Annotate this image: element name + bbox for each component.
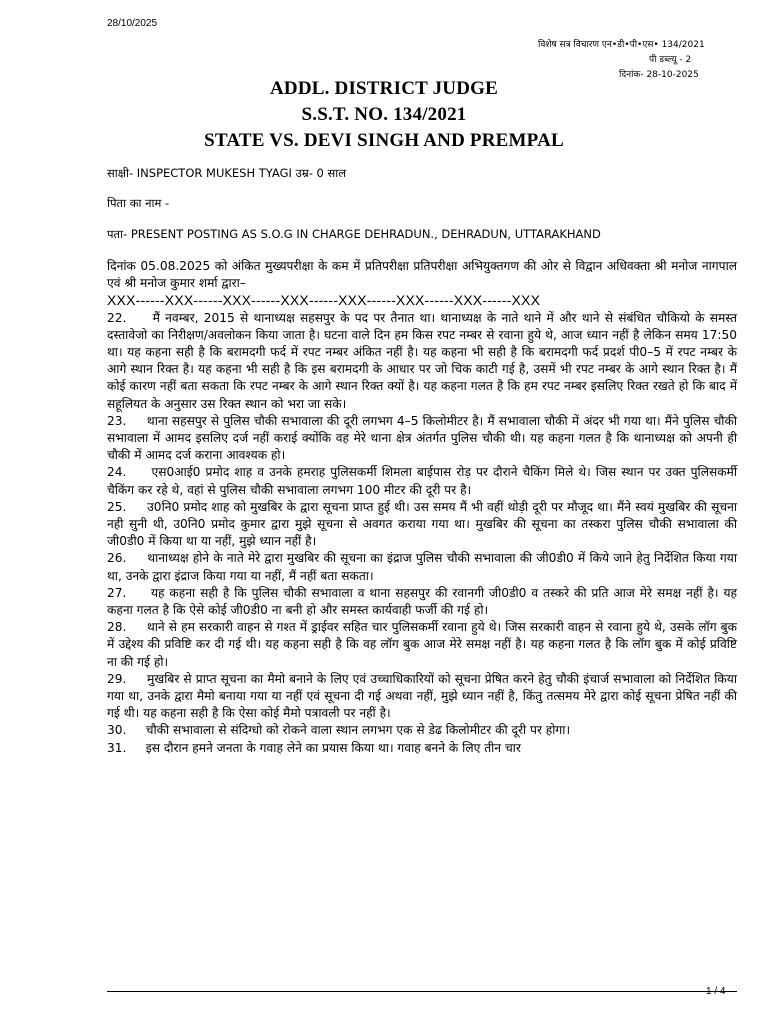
paragraph-25: 25. उ0नि0 प्रमोद शाह को मुखबिर के द्वारा सूचना प्राप्त हुई थी। उस समय मैं भी वहीं थोड़ी दूरी पर मौजूद था। मैंने स्वयं मुखबिर की सूचना नही सुनी थी, उ0नि0 प्रमोद कुमार द्वारा मुझे सूचना से अवगत कराया गया था। मुखबिर की सूचना का तस्करा पुलिस चौकी सभावाला की जी0डी0 में किया था या नहीं, मुझे ध्यान नहीं है। — [107, 499, 737, 549]
print-date: 28/10/2025 — [107, 18, 158, 29]
page-number: 1 / 4 — [706, 986, 726, 997]
paragraph-30: 30. चौकी सभावाला से संदिग्धो को रोकने वाला स्थान लगभग एक से डेढ किलोमीटर की दूरी पर होगा। — [107, 723, 571, 738]
separator-line: XXX------XXX------XXX------XXX------XXX------XXX------XXX------XXX — [107, 292, 541, 309]
case-reference: विशेष सत्र विचारण एन•डी•पी•एस• 134/2021 — [538, 40, 705, 50]
paragraph-27: 27. यह कहना सही है कि पुलिस चौकी सभावाला व थाना सहसपुर की रवानगी जी0डी0 व तस्करे की प्रति आज मेरे समक्ष नहीं है। यह कहना गलत है कि ऐसे कोई जी0डी0 ना बनी हो और समस्त कार्यवाही फर्जी की गई हो। — [107, 585, 737, 618]
paragraph-26: 26. थानाध्यक्ष होने के नाते मेरे द्वारा मुखबिर की सूचना का इंद्राज पुलिस चौकी सभावाला की जी0डी0 में किये जाने हेतु निर्देशित किया गया था, उनके द्वारा इंद्राज किया गया या नहीं, मैं नहीं बता सकता। — [107, 551, 737, 583]
case-number: S.S.T. NO. 134/2021 — [301, 104, 467, 125]
paragraph-29: 29. मुखबिर से प्राप्त सूचना का मैमो बनाने के लिए एवं उच्चाधिकारियों को सूचना प्रेषित करने हेतु चौकी इंचार्ज सभावाला को निर्देशित किया गया था, उनके द्वारा मैमो बनाया गया या नहीं एवं सूचना दी गई अथवा नहीं, मुझे ध्यान नहीं है, किंतु तत्समय मेरे द्वारा कोई सूचना प्रेषित नहीं की गई थी। यह कहना सही है कि ऐसा कोई मैमो पत्रावली पर नहीं है। — [107, 671, 737, 721]
paragraph-28: 28. थाने से हम सरकारी वाहन से गश्त में ड्राईवर सहित चार पुलिसकर्मी रवाना हुये थे। जिस सरकारी वाहन से रवाना हुये थे, उसके लॉग बुक में उद्देश्य की प्रविष्टि कर दी गई थी। यह कहना सही है कि वह लॉग बुक आज मेरे समक्ष नहीं है। यह कहना गलत है कि लॉग बुक में कोई प्रविष्टि ना की गई हो। — [107, 620, 737, 669]
paragraph-24: 24. एस0आई0 प्रमोद शाह व उनके हमराह पुलिसकर्मी शिमला बाईपास रोड़ पर दौराने चैकिंग मिले थे। जिस स्थान पर उक्त पुलिसकर्मी चैकिंग कर रहे थे, वहां से पुलिस चौकी सभावाला लगभग 100 मीटर की दूरी पर है। — [107, 465, 737, 497]
witness-name: साक्षी- INSPECTOR MUKESH TYAGI उम्र- 0 साल — [107, 166, 347, 180]
witness-reference: पी डब्ल्यू - 2 — [649, 55, 692, 65]
paragraph-23: 23. थाना सहसपुर से पुलिस चौकी सभावाला की दूरी लगभग 4–5 किलोमीटर है। मैं सभावाला चौकी में अंदर भी गया था। मैंने पुलिस चौकी सभावाला में आमद इसलिए दर्ज नहीं कराई क्योंकि वह मेरे थाना क्षेत्र अंतर्गत पुलिस चौकी थी। यह कहना गलत है कि थानाध्यक्ष को अपनी ही चौकी में आमद दर्ज कराना आवश्यक हो। — [107, 413, 737, 463]
case-parties: STATE VS. DEVI SINGH AND PREMPAL — [204, 130, 564, 151]
document-date: दिनांक- 28-10-2025 — [619, 70, 699, 80]
footer-rule — [107, 991, 737, 992]
deposition-body — [107, 258, 737, 757]
father-name: पिता का नाम - — [107, 196, 170, 210]
court-title: ADDL. DISTRICT JUDGE — [269, 78, 498, 99]
intro-paragraph: दिनांक 05.08.2025 को अंकित मुख्यपरीक्षा के कम में प्रतिपरीक्षा प्रतिपरीक्षा अभियुक्तगण की ओर से विद्वान अधिवक्ता श्री मनोज नागपाल एवं श्री मनोज कुमार शर्मा द्वारा– — [107, 259, 737, 291]
paragraph-31: 31. इस दौरान हमने जनता के गवाह लेने का प्रयास किया था। गवाह बनने के लिए तीन चार — [107, 740, 521, 755]
paragraph-22: 22. मैं नवम्बर, 2015 से थानाध्यक्ष सहसपुर के पद पर तैनात था। थानाध्यक्ष के नाते थाने में और थाने से संबंधित चौकियो के समस्त दस्तावेजो का निरीक्षण/अवलोकन किया जाता है। घटना वाले दिन हम किस रपट नम्बर से रवाना हुये थे, आज ध्यान नहीं है लेकिन समय 17:50 था। यह कहना सही है कि बरामदगी फर्द में रपट नम्बर अंकित नहीं है। यह कहना भी सही है कि बरामदगी फर्द प्रदर्श पी0–5 में रपट नम्बर के आगे स्थान रिक्त है। यह कहना भी सही है कि इस बरामदगी के आधार पर जो चिक काटी गई है, उसमें भी रपट नम्बर के आगे स्थान रिक्त है। मैं कोई कारण नहीं बता सकता कि रपट नम्बर के आगे स्थान रिक्त क्यों है। यह कहना गलत है कि हम रपट नम्बर इसलिए रिक्त रखते हो कि बाद में सहूलियत के अनुसार उस रिक्त स्थान को भरा जा सके। — [107, 310, 737, 411]
witness-address: पता- PRESENT POSTING AS S.O.G IN CHARGE DEHRADUN., DEHRADUN, UTTARAKHAND — [107, 227, 601, 241]
